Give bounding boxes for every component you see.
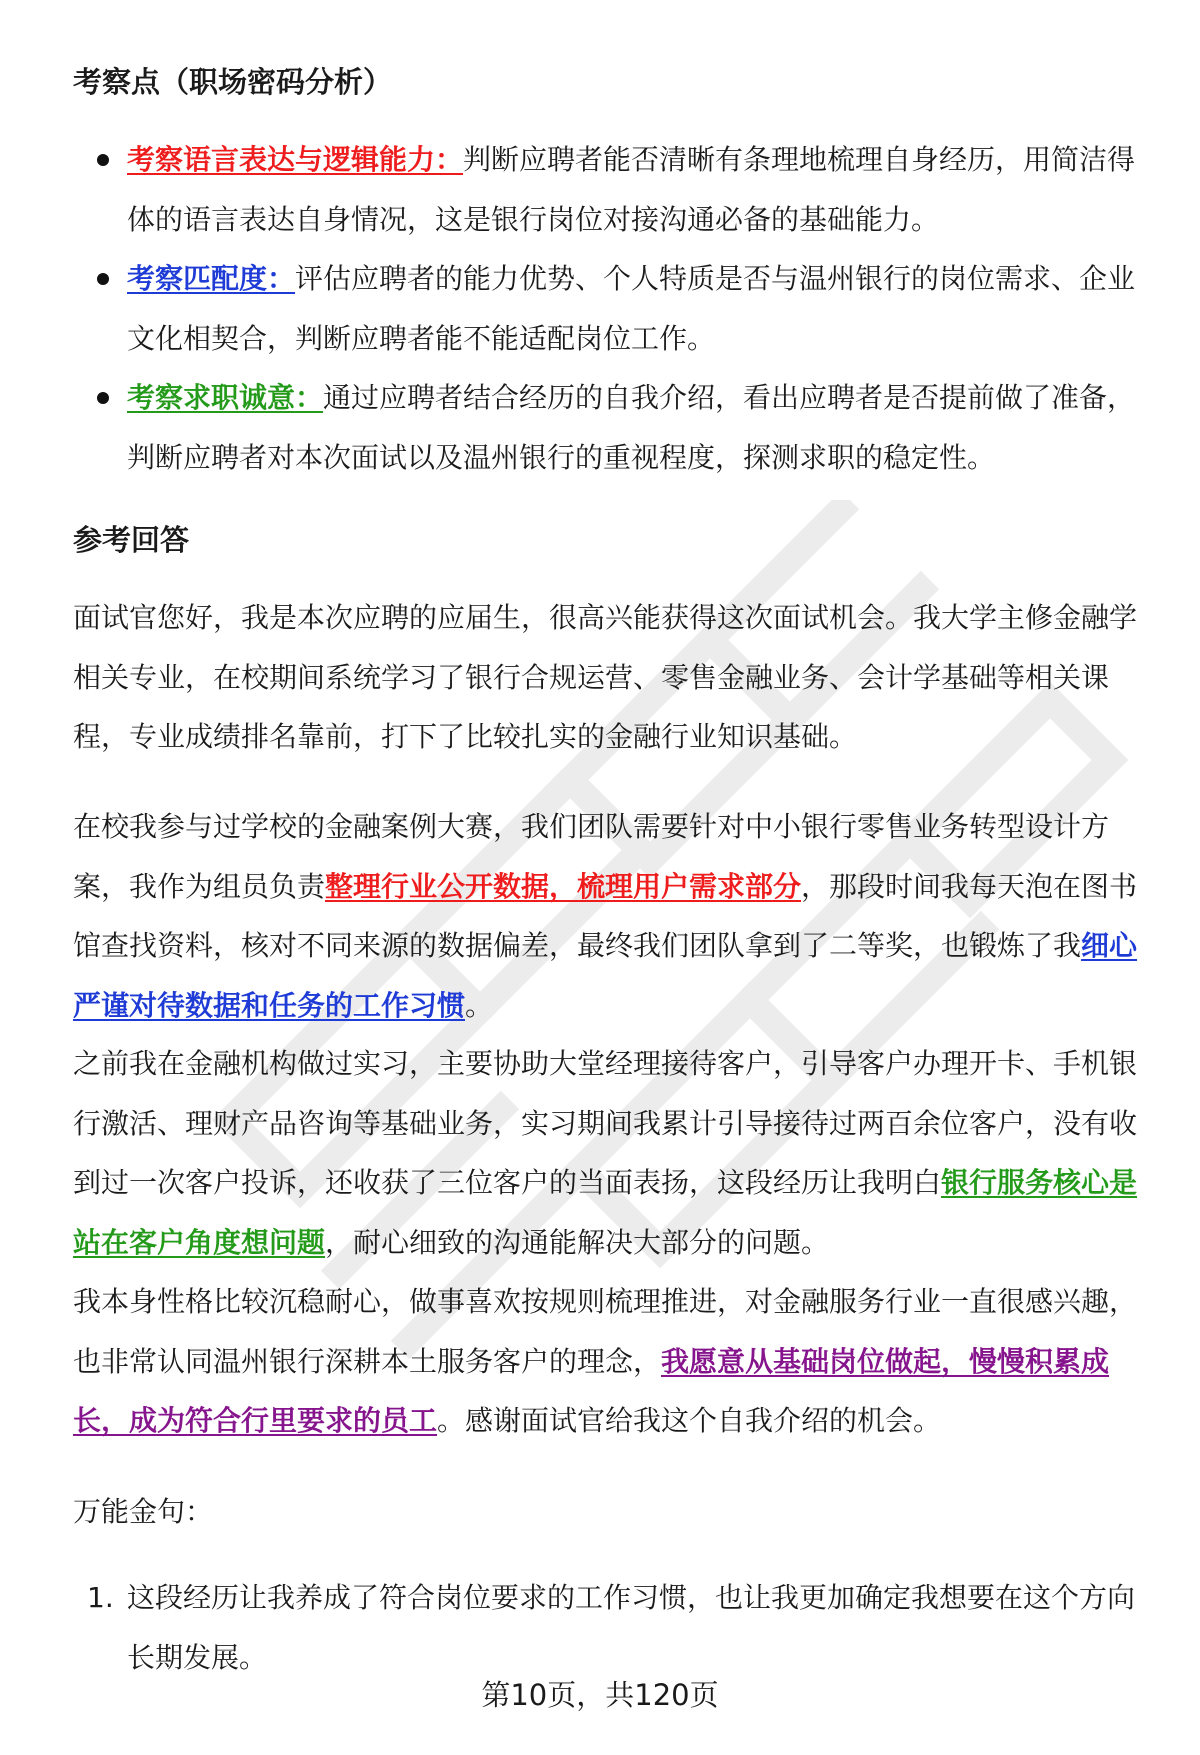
answer-highlight: 银行服务核心是站在客户角度想问题 [73, 1166, 1138, 1259]
answer-text: ，那段时间我每天泡在图书馆查找资料，核对不同来源的数据偏差，最终我们团队拿到了二等奖，也锻炼了我 [73, 869, 1138, 962]
answer-text: 我本身性格比较沉稳耐心，做事喜欢按规则梳理推进，对金融服务行业一直很感兴趣，也非常认同温州银行深耕本土服务客户的理念， [73, 1285, 1138, 1378]
reference-answer-heading: 参考回答 [73, 523, 190, 557]
page-number-footer: 第10页，共120页 [481, 1678, 719, 1712]
exam-point-match [127, 249, 1145, 368]
answer-text: 。感谢面试官给我这个自我介绍的机会。 [437, 1404, 942, 1437]
answer-highlight: 我愿意从基础岗位做起，慢慢积累成长，成为符合行里要求的员工 [73, 1344, 1110, 1437]
bullet-dot-icon [97, 392, 109, 404]
answer-paragraph-internship [73, 1034, 1145, 1272]
exam-point-text: 判断应聘者能否清晰有条理地梳理自身经历，用简洁得体的语言表达自身情况，这是银行岗位对接沟通必备的基础能力。 [127, 143, 1136, 236]
exam-point-label: 考察匹配度： [127, 262, 296, 295]
answer-paragraph-personality [73, 1272, 1145, 1451]
golden-sentences-heading: 万能金句： [73, 1495, 214, 1528]
golden-sentence-item [87, 1568, 1145, 1687]
answer-text: 之前我在金融机构做过实习，主要协助大堂经理接待客户，引导客户办理开卡、手机银行激活、理财产品咨询等基础业务，实习期间我累计引导接待过两百余位客户，没有收到过一次客户投诉，还收获了三位客户的当面表扬，这段经历让我明白 [73, 1047, 1138, 1199]
bullet-dot-icon [97, 154, 109, 166]
answer-text: ，耐心细致的沟通能解决大部分的问题。 [325, 1225, 830, 1259]
exam-point-sincerity [127, 368, 1145, 487]
answer-text: 在校我参与过学校的金融案例大赛，我们团队需要针对中小银行零售业务转型设计方案，我作为组员负责 [73, 810, 1110, 903]
bullet-dot-icon [97, 273, 109, 285]
golden-sentence-text: 这段经历让我养成了符合岗位要求的工作习惯，也让我更加确定我想要在这个方向长期发展。 [127, 1581, 1136, 1674]
answer-highlight: 整理行业公开数据，梳理用户需求部分 [325, 869, 802, 903]
exam-point-label: 考察语言表达与逻辑能力： [127, 143, 464, 176]
exam-point-text: 通过应聘者结合经历的自我介绍，看出应聘者是否提前做了准备，判断应聘者对本次面试以及温州银行的重视程度，探测求职的稳定性。 [127, 381, 1136, 474]
list-number: 1. [87, 1581, 114, 1614]
exam-point-text: 评估应聘者的能力优势、个人特质是否与温州银行的岗位需求、企业文化相契合，判断应聘者能不能适配岗位工作。 [127, 262, 1136, 355]
answer-text: 。 [465, 988, 494, 1022]
exam-point-language [127, 130, 1145, 249]
answer-paragraph-competition [73, 797, 1145, 1035]
answer-paragraph-intro: 面试官您好，我是本次应聘的应届生，很高兴能获得这次面试机会。我大学主修金融学相关专业，在校期间系统学习了银行合规运营、零售金融业务、会计学基础等相关课程，专业成绩排名靠前，打下了比较扎实的金融行业知识基础。 [73, 601, 1138, 753]
exam-point-label: 考察求职诚意： [127, 381, 324, 414]
exam-points-heading: 考察点（职场密码分析） [73, 65, 393, 99]
answer-highlight: 细心严谨对待数据和任务的工作习惯 [73, 929, 1138, 1022]
